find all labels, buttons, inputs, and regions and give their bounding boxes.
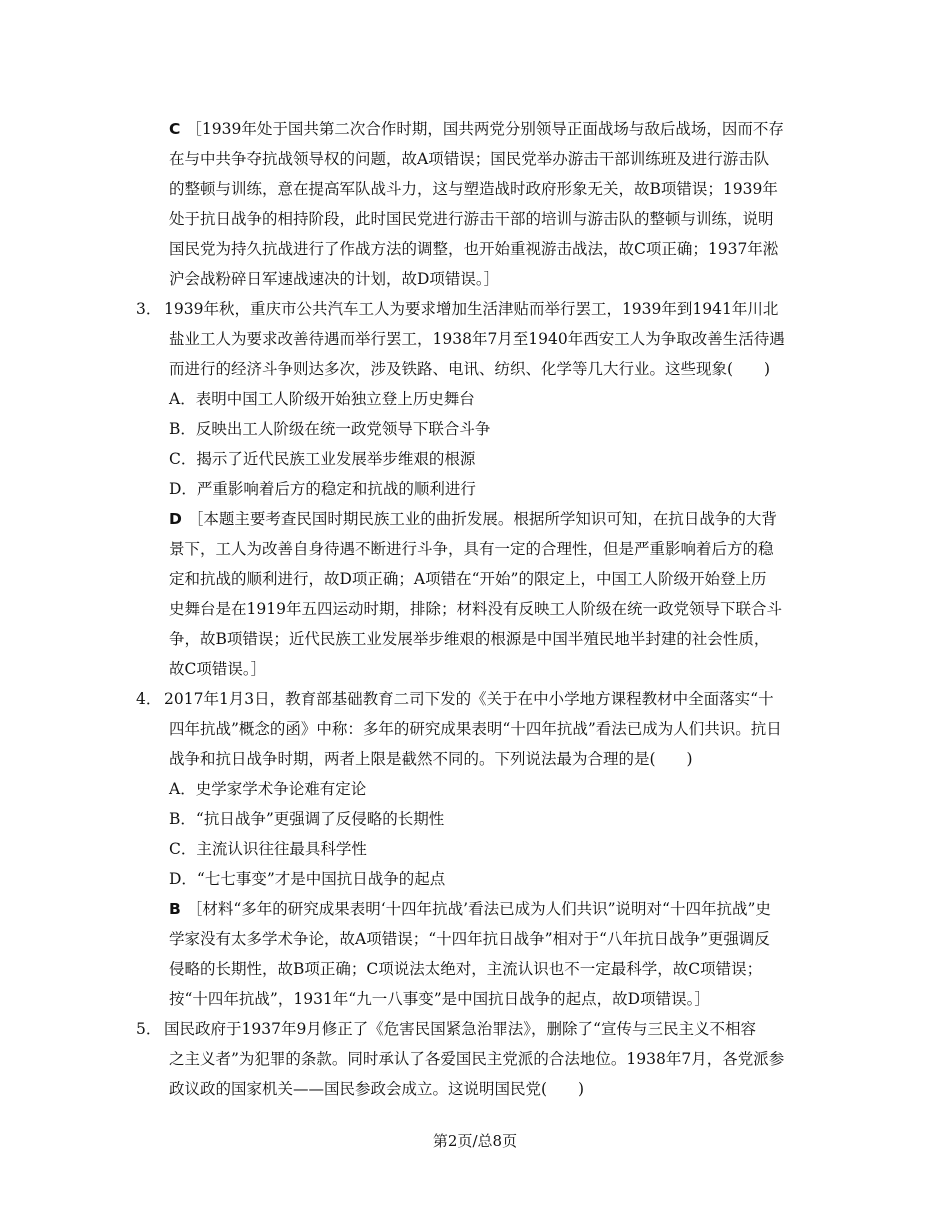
answer-line: 景下，工人为改善自身待遇不断进行斗争，具有一定的合理性，但是严重影响着后方的稳 <box>169 540 774 558</box>
answer-line: 定和抗战的顺利进行，故D项正确；A项错在“开始”的限定上，中国工人阶级开始登上历 <box>169 570 767 588</box>
question-number: 4． <box>136 690 162 708</box>
answer-line: 在与中共争夺抗战领导权的问题，故A项错误；国民党举办游击干部训练班及进行游击队 <box>169 150 770 168</box>
option-c: C．主流认识往往最具科学性 <box>169 840 367 858</box>
option-b: B．“抗日战争”更强调了反侵略的长期性 <box>169 810 445 828</box>
answer-text: ［材料“多年的研究成果表明‘十四年抗战’看法已成为人们共识”说明对“十四年抗战”史 <box>186 900 771 918</box>
question-text: 国民政府于1937年9月修正了《危害民国紧急治罪法》，删除了“宣传与三民主义不相容 <box>164 1020 756 1038</box>
page-footer: 第2页/总8页 <box>432 1132 518 1150</box>
question-number: 5． <box>136 1020 162 1038</box>
option-a: A．表明中国工人阶级开始独立登上历史舞台 <box>169 390 475 408</box>
option-b: B．反映出工人阶级在统一政党领导下联合斗争 <box>169 420 491 438</box>
answer-line: 沪会战粉碎日军速战速决的计划，故D项错误。］ <box>169 270 500 288</box>
question-stem-line <box>136 684 816 714</box>
option-c: C．揭示了近代民族工业发展举步维艰的根源 <box>169 450 476 468</box>
question-stem-line: 而进行的经济斗争则达多次，涉及铁路、电讯、纺织、化学等几大行业。这些现象( ) <box>169 360 771 378</box>
answer-line: 按“十四年抗战”，1931年“九一八事变”是中国抗日战争的起点，故D项错误。］ <box>169 990 710 1008</box>
question-text: 1939年秋，重庆市公共汽车工人为要求增加生活津贴而举行罢工，1939年到1941年川北 <box>164 300 779 318</box>
answer-line: 侵略的长期性，故B项正确；C项说法太绝对，主流认识也不一定最科学，故C项错误； <box>169 960 763 978</box>
question-stem-line <box>136 1014 816 1044</box>
question-number: 3． <box>136 300 162 318</box>
answer-line: 处于抗日战争的相持阶段，此时国民党进行游击干部的培训与游击队的整顿与训练，说明 <box>169 210 774 228</box>
answer-line: 学家没有太多学术争论，故A项错误；“十四年抗日战争”相对于“八年抗日战争”更强调反 <box>169 930 770 948</box>
answer-line <box>136 504 816 534</box>
answer-line <box>136 114 816 144</box>
answer-line: 国民党为持久抗战进行了作战方法的调整，也开始重视游击战法，故C项正确；1937年淞 <box>169 240 779 258</box>
page-content <box>136 114 816 1104</box>
answer-letter: B <box>169 900 181 918</box>
option-d: D．严重影响着后方的稳定和抗战的顺利进行 <box>169 480 476 498</box>
answer-letter: D <box>169 510 182 528</box>
question-stem-line: 之主义者”为犯罪的条款。同时承认了各爱国民主党派的合法地位。1938年7月，各党派参 <box>169 1050 785 1068</box>
answer-text: ［本题主要考查民国时期民族工业的曲折发展。根据所学知识可知，在抗日战争的大背 <box>187 510 777 528</box>
question-stem-line: 战争和抗日战争时期，两者上限是截然不同的。下列说法最为合理的是( ) <box>169 750 693 768</box>
question-stem-line: 盐业工人为要求改善待遇而举行罢工，1938年7月至1940年西安工人为争取改善生活待遇 <box>169 330 785 348</box>
answer-text: ［1939年处于国共第二次合作时期，国共两党分别领导正面战场与敌后战场，因而不存 <box>186 120 784 138</box>
question-text: 2017年1月3日，教育部基础教育二司下发的《关于在中小学地方课程教材中全面落实“十 <box>164 690 774 708</box>
option-a: A．史学家学术争论难有定论 <box>169 780 367 798</box>
question-stem-line <box>136 294 816 324</box>
answer-line: 史舞台是在1919年五四运动时期，排除；材料没有反映工人阶级在统一政党领导下联合斗 <box>169 600 782 618</box>
question-stem-line: 政议政的国家机关——国民参政会成立。这说明国民党( ) <box>169 1080 585 1098</box>
option-d: D．“七七事变”才是中国抗日战争的起点 <box>169 870 446 888</box>
answer-line: 故C项错误。］ <box>169 660 267 678</box>
answer-line: 争，故B项错误；近代民族工业发展举步维艰的根源是中国半殖民地半封建的社会性质， <box>169 630 770 648</box>
question-stem-line: 四年抗战”概念的函》中称：多年的研究成果表明“十四年抗战”看法已成为人们共识。抗日 <box>169 720 782 738</box>
answer-line <box>136 894 816 924</box>
answer-letter: C <box>169 120 181 138</box>
answer-line: 的整顿与训练，意在提高军队战斗力，这与塑造战时政府形象无关，故B项错误；1939年 <box>169 180 778 198</box>
